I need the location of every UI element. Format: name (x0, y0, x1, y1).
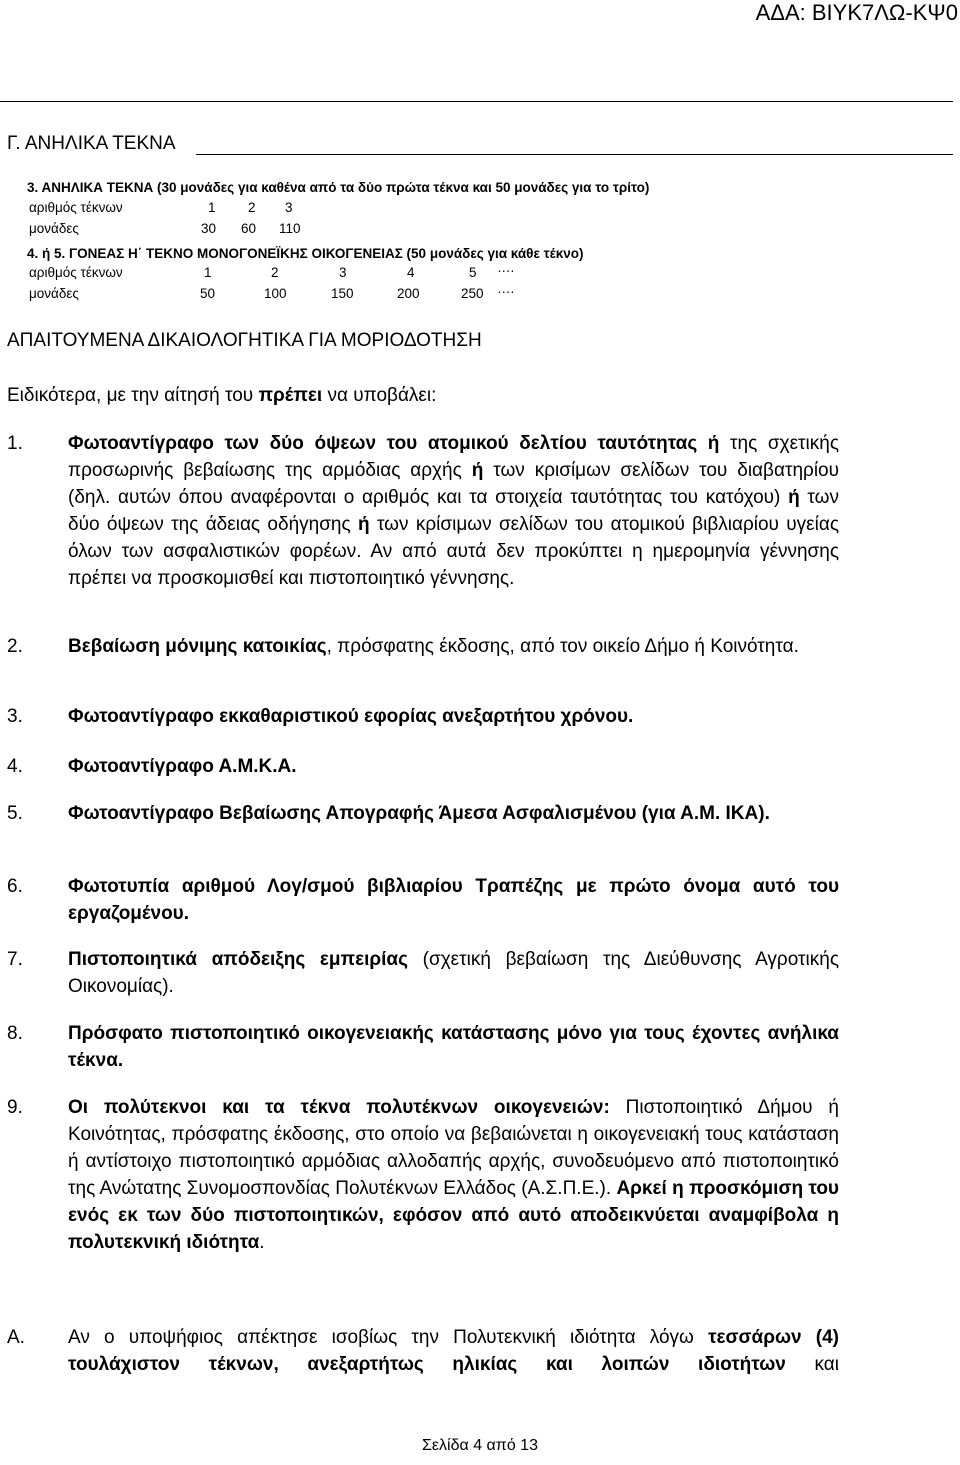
item3-row2-v1: 30 (201, 221, 217, 236)
doc-item-number: 1. (7, 433, 23, 454)
doc-item-5 (7, 800, 933, 827)
item45-row2-v1: 50 (200, 286, 216, 301)
item45-row2-v5: 250 (461, 286, 484, 301)
item3-row2-label: μονάδες (29, 221, 79, 236)
doc-item-1 (7, 430, 933, 592)
required-docs-intro: Ειδικότερα, με την αίτησή του πρέπει να υποβάλει: (7, 385, 437, 406)
doc-item-number: 2. (7, 636, 23, 657)
doc-item-4 (7, 753, 933, 780)
doc-item-a (7, 1324, 933, 1378)
item45-row2-v2: 100 (264, 286, 287, 301)
doc-item-text: Πρόσφατο πιστοποιητικό οικογενειακής κατάστασης μόνο για τους έχοντες ανήλικα τέκνα. (68, 1023, 839, 1071)
doc-item-2 (7, 633, 933, 660)
item3-row1-v1: 1 (208, 200, 216, 215)
page-number: Σελίδα 4 από 13 (422, 1437, 538, 1454)
doc-item-text: Φωτοαντίγραφο Α.Μ.Κ.Α. (68, 756, 297, 777)
doc-item-3 (7, 703, 933, 730)
section-rule (196, 154, 953, 155)
item45-row1-v4: 4 (407, 265, 415, 280)
doc-item-7 (7, 946, 933, 1000)
doc-item-number: 8. (7, 1023, 23, 1044)
item3-row1-label: αριθμός τέκνων (29, 200, 123, 215)
item45-row1-v5: 5 (469, 265, 477, 280)
ada-code: ΑΔΑ: ΒΙΥΚ7ΛΩ-ΚΨ0 (755, 0, 958, 25)
required-docs-title: ΑΠΑΙΤΟΥΜΕΝΑ ΔΙΚΑΙΟΛΟΓΗΤΙΚΑ ΓΙΑ ΜΟΡΙΟΔΟΤΗΣΗ (7, 330, 482, 351)
doc-item-number: 4. (7, 756, 23, 777)
item45-title: 4. ή 5. ΓΟΝΕΑΣ Η΄ ΤΕΚΝΟ ΜΟΝΟΓΟΝΕΪΚΗΣ ΟΙΚΟΓΕΝΕΙΑΣ (50 μονάδες για κάθε τέκνο) (27, 246, 584, 261)
doc-item-text: Βεβαίωση μόνιμης κατοικίας, πρόσφατης έκδοσης, από τον οικείο Δήμο ή Κοινότητα. (68, 636, 799, 657)
item3-row1-v2: 2 (248, 200, 256, 215)
doc-item-number: 5. (7, 803, 23, 824)
header-rule (0, 101, 953, 102)
doc-item-number: 7. (7, 949, 23, 970)
doc-item-text: Φωτοαντίγραφο Βεβαίωσης Απογραφής Άμεσα Ασφαλισμένου (για Α.Μ. ΙΚΑ). (68, 803, 770, 824)
doc-item-text: Οι πολύτεκνοι και τα τέκνα πολυτέκνων οικογενειών: Πιστοποιητικό Δήμου ή Κοινότητας, πρόσφατης έκδοσης, στο οποίο να βεβαιώνεται η οικογενειακή τους κατάσταση ή αντίστοιχο πιστοποιητικό αρμόδιας αλλοδαπής αρχής, συνοδευόμενο από πιστοποιητικό της Ανώτατης Συνομοσπονδίας Πολυτέκνων Ελλάδος (Α.Σ.Π.Ε.). Αρκεί η προσκόμιση του ενός εκ των δύο πιστοποιητικών, εφόσον από αυτό αποδεικνύεται αναμφίβολα η πολυτεκνική ιδιότητα. (68, 1097, 839, 1253)
section-title: Γ. ΑΝΗΛΙΚΑ ΤΕΚΝΑ (7, 133, 176, 154)
item3-row1-v3: 3 (285, 200, 293, 215)
doc-item-text: Πιστοποιητικά απόδειξης εμπειρίας (σχετική βεβαίωση της Διεύθυνσης Αγροτικής Οικονομίας). (68, 949, 839, 997)
item45-row1-v3: 3 (339, 265, 347, 280)
item45-row2-v4: 200 (397, 286, 420, 301)
item45-row1-v1: 1 (204, 265, 212, 280)
doc-item-text: Φωτοαντίγραφο των δύο όψεων του ατομικού δελτίου ταυτότητας ή της σχετικής προσωρινής βεβαίωσης της αρμόδιας αρχής ή των κρισίμων σελίδων του διαβατηρίου (δηλ. αυτών όπου αναφέρονται ο αριθμός και τα στοιχεία ταυτότητας του κατόχου) ή των δύο όψεων της άδειας οδήγησης ή των κρίσιμων σελίδων του ατομικού βιβλιαρίου υγείας όλων των ασφαλιστικών φορέων. Αν από αυτά δεν προκύπτει η ημερομηνία γέννησης πρέπει να προσκομισθεί και πιστοποιητικό γέννησης. (68, 433, 839, 589)
doc-item-text: Αν ο υποψήφιος απέκτησε ισοβίως την Πολυτεκνική ιδιότητα λόγω τεσσάρων (4) τουλάχιστον τέκνων, ανεξαρτήτως ηλικίας και λοιπών ιδιοτήτων και (68, 1327, 840, 1375)
doc-item-text: Φωτοαντίγραφο εκκαθαριστικού εφορίας ανεξαρτήτου χρόνου. (68, 706, 634, 727)
item3-row2-v3: 110 (279, 221, 301, 236)
item45-row1-label: αριθμός τέκνων (29, 265, 123, 280)
doc-item-number: 3. (7, 706, 23, 727)
item3-row2-v2: 60 (241, 221, 257, 236)
doc-item-number: Α. (7, 1327, 25, 1348)
item45-row2-label: μονάδες (29, 286, 79, 301)
doc-item-6 (7, 873, 933, 927)
item45-row2-ellipsis: …. (497, 281, 515, 296)
item45-row2-v3: 150 (331, 286, 354, 301)
doc-item-number: 9. (7, 1097, 23, 1118)
doc-item-text: Φωτοτυπία αριθμού Λογ/σμού βιβλιαρίου Τραπέζης με πρώτο όνομα αυτό του εργαζομένου. (68, 876, 839, 924)
item45-row1-ellipsis: …. (497, 260, 515, 275)
doc-item-9 (7, 1094, 933, 1256)
doc-item-8 (7, 1020, 933, 1074)
item45-row1-v2: 2 (271, 265, 279, 280)
doc-item-number: 6. (7, 876, 23, 897)
item3-title: 3. ΑΝΗΛΙΚΑ ΤΕΚΝΑ (30 μονάδες για καθένα από τα δύο πρώτα τέκνα και 50 μονάδες για το τρίτο) (27, 180, 650, 195)
